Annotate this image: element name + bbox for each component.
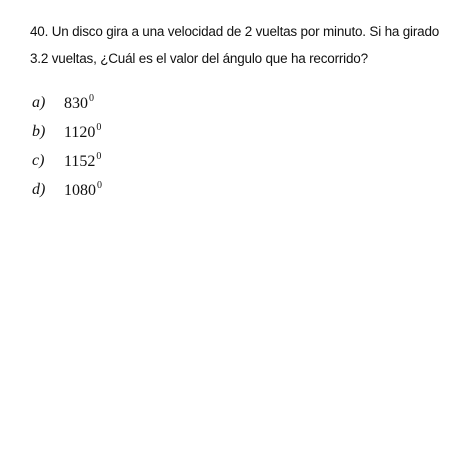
option-value [64,180,102,200]
option-a [32,88,332,117]
question-line-2: 3.2 vueltas, ¿Cuál es el valor del ángulo que ha recorrido? [30,51,368,66]
option-number: 1152 [64,152,96,170]
option-letter: b) [32,122,46,140]
question-text [30,18,455,72]
option-number: 1120 [64,123,96,141]
degree-superscript: 0 [89,92,94,104]
answer-options [32,88,332,204]
option-value [64,122,101,142]
degree-superscript: 0 [97,179,102,191]
option-letter: c) [32,151,45,169]
option-d [32,175,332,204]
option-letter: d) [32,180,46,198]
option-number: 1080 [64,181,96,199]
option-value [64,93,94,113]
option-b [32,117,332,146]
option-number: 830 [64,94,88,112]
option-c [32,146,332,175]
option-letter: a) [32,93,46,111]
option-value [64,151,101,171]
degree-superscript: 0 [96,121,102,133]
degree-superscript: 0 [96,150,102,162]
question-line-1: 40. Un disco gira a una velocidad de 2 vueltas por minuto. Si ha girado [30,24,440,39]
